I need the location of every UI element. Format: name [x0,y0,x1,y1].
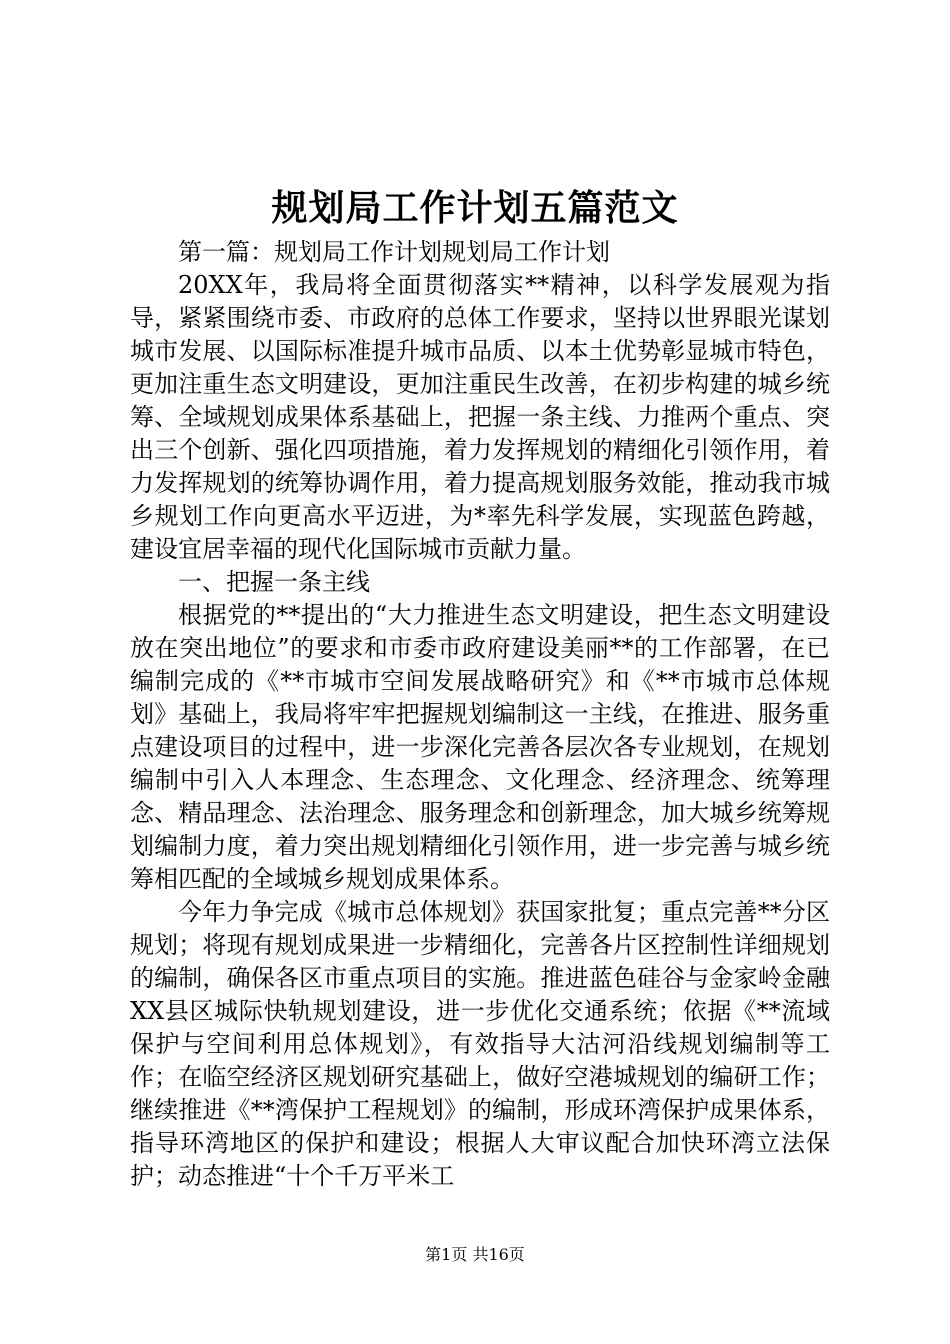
document-title: 规划局工作计划五篇范文 [271,187,679,229]
page-number-footer: 第1页 共16页 [425,1245,525,1264]
section-heading: 第一篇：规划局工作计划规划局工作计划 [178,238,610,266]
paragraph: 根据党的**提出的“大力推进生态文明建设，把生态文明建设放在突出地位”的要求和市委市政府建设美丽**的工作部署，在已编制完成的《**市城市空间发展战略研究》和《**市城市总体规划》基础上，我局将牢牢把握规划编制这一主线，在推进、服务重点建设项目的过程中，进一步深化完善各层次各专业规划，在规划编制中引入人本理念、生态理念、文化理念、经济理念、统筹理念、精品理念、法治理念、服务理念和创新理念，加大城乡统筹规划编制力度，着力突出规划精细化引领作用，进一步完善与城乡统筹相匹配的全域城乡规划成果体系。 [130,601,830,893]
paragraph: 20XX年，我局将全面贯彻落实**精神，以科学发展观为指导，紧紧围绕市委、市政府的总体工作要求，坚持以世界眼光谋划城市发展、以国际标准提升城市品质、以本土优势彰显城市特色，更加注重生态文明建设，更加注重民生改善，在初步构建的城乡统筹、全域规划成果体系基础上，把握一条主线、力推两个重点、突出三个创新、强化四项措施，着力发挥规划的精细化引领作用，着力发挥规划的统筹协调作用，着力提高规划服务效能，推动我市城乡规划工作向更高水平迈进，为*率先科学发展，实现蓝色跨越，建设宜居幸福的现代化国际城市贡献力量。 [130,271,830,563]
paragraph: 今年力争完成《城市总体规划》获国家批复；重点完善**分区规划；将现有规划成果进一步精细化，完善各片区控制性详细规划的编制，确保各区市重点项目的实施。推进蓝色硅谷与金家岭金融XX县区城际快轨规划建设，进一步优化交通系统；依据《**流域保护与空间利用总体规划》，有效指导大沽河沿线规划编制等工作；在临空经济区规划研究基础上，做好空港城规划的编研工作；继续推进《**湾保护工程规划》的编制，形成环湾保护成果体系，指导环湾地区的保护和建设；根据人大审议配合加快环湾立法保护；动态推进“十个千万平米工 [130,898,830,1190]
section-heading: 一、把握一条主线 [178,568,370,596]
document-body [130,236,830,1193]
